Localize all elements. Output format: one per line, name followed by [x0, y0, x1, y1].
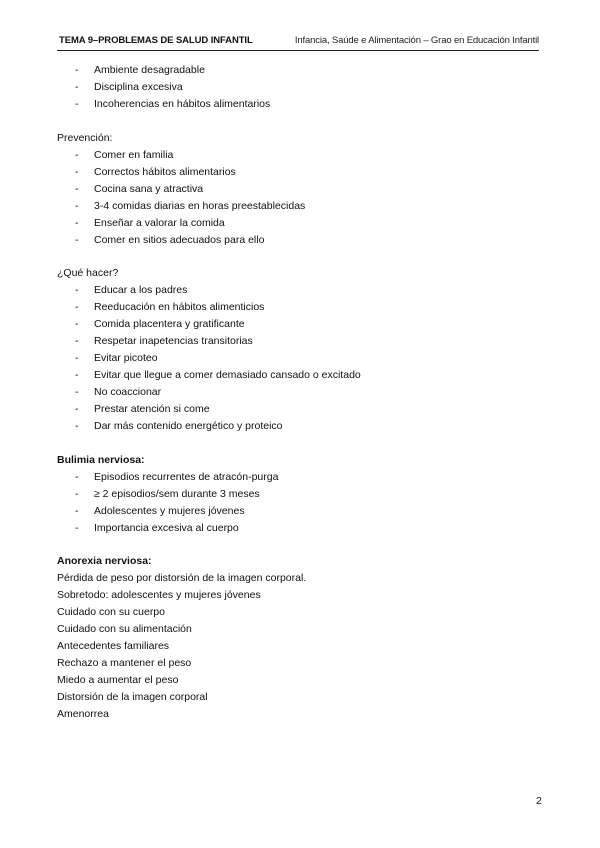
bullet-dash: -	[75, 216, 79, 229]
list-item-text: No coaccionar	[94, 386, 162, 398]
list-item-text: Ambiente desagradable	[94, 64, 205, 76]
list-item	[57, 79, 547, 96]
header-course: Infancia, Saúde e Alimentación – Grao en Educación Infantil	[294, 35, 539, 46]
list-item-text: Episodios recurrentes de atracón-purga	[94, 470, 279, 483]
bullet-dash: -	[75, 64, 79, 76]
list-item	[57, 520, 547, 537]
list-item-text: Incoherencias en hábitos alimentarios	[94, 98, 271, 110]
list-item-text: Correctos hábitos alimentarios	[94, 165, 236, 178]
bullet-dash: -	[75, 182, 79, 195]
bullet-dash: -	[75, 369, 79, 381]
list-item-text: Prestar atención si come	[94, 403, 210, 415]
text-line: Sobretodo: adolescentes y mujeres jóvenes	[57, 589, 261, 601]
bullet-dash: -	[75, 301, 79, 313]
bullet-dash: -	[75, 420, 79, 432]
page-header	[57, 34, 539, 51]
list-item-text: Evitar picoteo	[94, 352, 158, 364]
list-item-text: Comer en sitios adecuados para ello	[94, 233, 265, 246]
list-item	[57, 350, 547, 367]
bulimia-list	[57, 469, 547, 537]
text-line: Distorsión de la imagen corporal	[57, 691, 208, 703]
list-item-text: Comida placentera y gratificante	[94, 318, 245, 330]
bulimia-heading: Bulimia nerviosa:	[57, 453, 145, 466]
list-item-text: Respetar inapetencias transitorias	[94, 335, 253, 347]
bullet-dash: -	[75, 284, 79, 296]
list-item	[57, 367, 547, 384]
list-item-text: Disciplina excesiva	[94, 81, 183, 93]
bullet-dash: -	[75, 81, 79, 93]
list-item	[57, 181, 547, 198]
list-item-text: Enseñar a valorar la comida	[94, 216, 225, 229]
bullet-dash: -	[75, 470, 79, 483]
bullet-dash: -	[75, 487, 79, 500]
list-item	[57, 418, 547, 435]
bullet-dash: -	[75, 98, 79, 110]
bullet-dash: -	[75, 403, 79, 415]
bullet-dash: -	[75, 233, 79, 246]
list-item-text: ≥ 2 episodios/sem durante 3 meses	[94, 487, 260, 500]
anorexia-lines	[57, 570, 547, 723]
bullet-dash: -	[75, 352, 79, 364]
list-item	[57, 232, 547, 249]
list-item	[57, 164, 547, 181]
que-hacer-list	[57, 282, 547, 435]
text-line: Amenorrea	[57, 708, 109, 720]
header-title: TEMA 9–PROBLEMAS DE SALUD INFANTIL	[59, 35, 253, 46]
list-item-text: Adolescentes y mujeres jóvenes	[94, 504, 245, 517]
list-item	[57, 147, 547, 164]
bullet-dash: -	[75, 386, 79, 398]
bullet-dash: -	[75, 199, 79, 212]
text-line: Antecedentes familiares	[57, 640, 170, 652]
list-item-text: Importancia excesiva al cuerpo	[94, 521, 239, 534]
list-item	[57, 215, 547, 232]
list-item-text: Evitar que llegue a comer demasiado cansado o excitado	[94, 369, 361, 381]
text-line: Pérdida de peso por distorsión de la imagen corporal.	[57, 572, 307, 584]
text-line: Miedo a aumentar el peso	[57, 674, 179, 686]
list-item	[57, 469, 547, 486]
list-item	[57, 486, 547, 503]
list-item-text: Dar más contenido energético y proteico	[94, 420, 283, 432]
bullet-dash: -	[75, 504, 79, 517]
anorexia-heading: Anorexia nerviosa:	[57, 555, 152, 567]
list-item-text: Educar a los padres	[94, 284, 188, 296]
list-item	[57, 282, 547, 299]
bullet-dash: -	[75, 521, 79, 534]
list-item	[57, 384, 547, 401]
list-item	[57, 503, 547, 520]
list-item	[57, 198, 547, 215]
page-content	[57, 62, 547, 723]
page-number: 2	[536, 795, 542, 807]
list-item	[57, 299, 547, 316]
list-item-text: Cocina sana y atractiva	[94, 182, 204, 195]
list-item	[57, 316, 547, 333]
list-item-text: Reeducación en hábitos alimenticios	[94, 301, 265, 313]
text-line: Cuidado con su cuerpo	[57, 606, 165, 618]
text-line: Cuidado con su alimentación	[57, 623, 192, 635]
causes-list	[57, 62, 547, 113]
que-hacer-heading: ¿Qué hacer?	[57, 267, 119, 279]
list-item	[57, 62, 547, 79]
bullet-dash: -	[75, 148, 79, 161]
bullet-dash: -	[75, 165, 79, 178]
prevencion-heading: Prevención:	[57, 131, 113, 144]
list-item-text: 3-4 comidas diarias en horas preestablecidas	[94, 199, 306, 212]
list-item	[57, 333, 547, 350]
bullet-dash: -	[75, 335, 79, 347]
list-item-text: Comer en familia	[94, 148, 174, 161]
bullet-dash: -	[75, 318, 79, 330]
prevencion-list	[57, 147, 547, 249]
text-line: Rechazo a mantener el peso	[57, 657, 192, 669]
list-item	[57, 96, 547, 113]
list-item	[57, 401, 547, 418]
